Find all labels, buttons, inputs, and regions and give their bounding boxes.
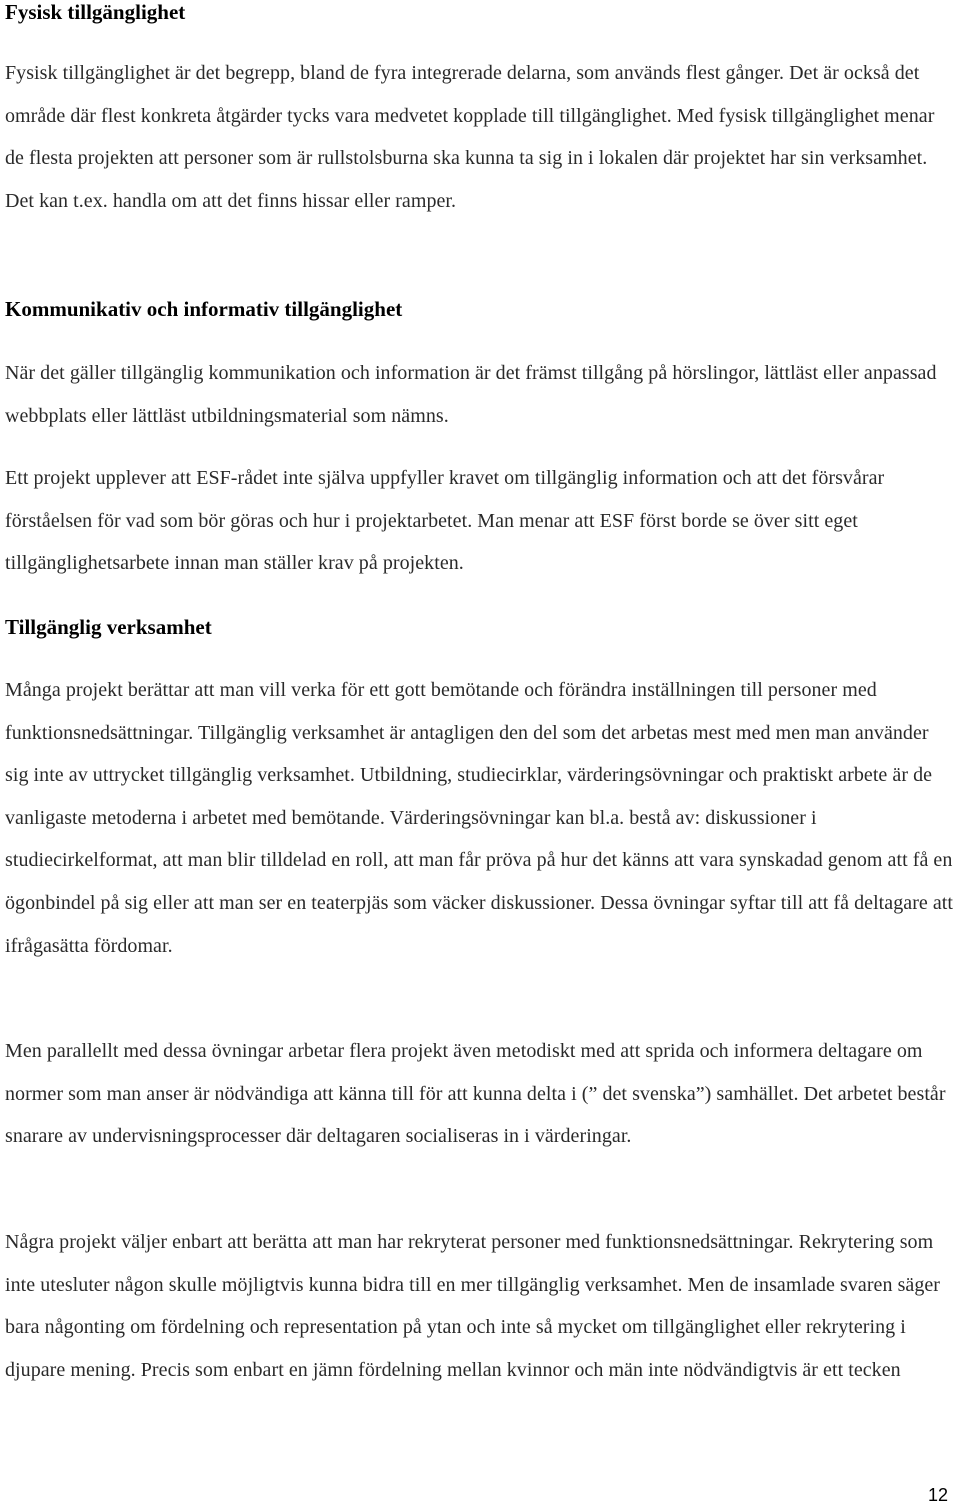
page-number: 12 [927,1485,948,1505]
paragraph-verksamhet-1: Många projekt berättar att man vill verka för ett gott bemötande och förändra inställningen till personer med funktionsnedsättningar. Tillgänglig verksamhet är antagligen den del som det arbetas mest med men man använder sig inte av uttrycket tillgänglig verksamhet. Utbildning, studiecirklar, värderingsövningar och praktiskt arbete är de vanligaste metoderna i arbetet med bemötande. Värderingsövningar kan bl.a. bestå av: diskussioner i studiecirkelformat, att man blir tilldelad en roll, att man får pröva på hur det känns att vara synskadad genom att få en ögonbindel på sig eller att man ser en teaterpjäs som väcker diskussioner. Dessa övningar syftar till att få deltagare att ifrågasätta fördomar. [5,679,954,957]
section-heading-verksamhet: Tillgänglig verksamhet [5,615,212,639]
paragraph-kommunikativ-1: När det gäller tillgänglig kommunikation och information är det främst tillgång på hörslingor, lättläst eller anpassad webbplats eller lättläst utbildningsmaterial som nämns. [5,362,937,427]
section-heading-fysisk: Fysisk tillgänglighet [5,0,186,24]
paragraph-kommunikativ-2: Ett projekt upplever att ESF-rådet inte själva uppfyller kravet om tillgänglig information och att det försvårar förståelsen för vad som bör göras och hur i projektarbetet. Man menar att ESF först borde se över sitt eget tillgänglighetsarbete innan man ställer krav på projekten. [5,467,885,575]
paragraph-verksamhet-3: Några projekt väljer enbart att berätta att man har rekryterat personer med funktionsnedsättningar. Rekrytering som inte utesluter någon skulle möjligtvis kunna bidra till en mer tillgänglig verksamhet. Men de insamlade svaren säger bara någonting om fördelning och representation på ytan och inte så mycket om tillgänglighet eller rekrytering i djupare mening. Precis som enbart en jämn fördelning mellan kvinnor och män inte nödvändigtvis är ett tecken [5,1231,941,1381]
paragraph-fysisk-1: Fysisk tillgänglighet är det begrepp, bland de fyra integrerade delarna, som används flest gånger. Det är också det område där flest konkreta åtgärder tycks vara medvetet kopplade till tillgänglighet. Med fysisk tillgänglighet menar de flesta projekten att personer som är rullstolsburna ska kunna ta sig in i lokalen där projektet har sin verksamhet. Det kan t.ex. handla om att det finns hissar eller ramper. [5,62,935,212]
section-heading-kommunikativ: Kommunikativ och informativ tillgänglighet [5,297,403,321]
paragraph-verksamhet-2: Men parallellt med dessa övningar arbetar flera projekt även metodiskt med att sprida och informera deltagare om normer som man anser är nödvändiga att känna till för att kunna delta i (” det svenska”) samhället. Det arbetet består snarare av undervisningsprocesser där deltagaren socialiseras in i värderingar. [5,1040,946,1148]
